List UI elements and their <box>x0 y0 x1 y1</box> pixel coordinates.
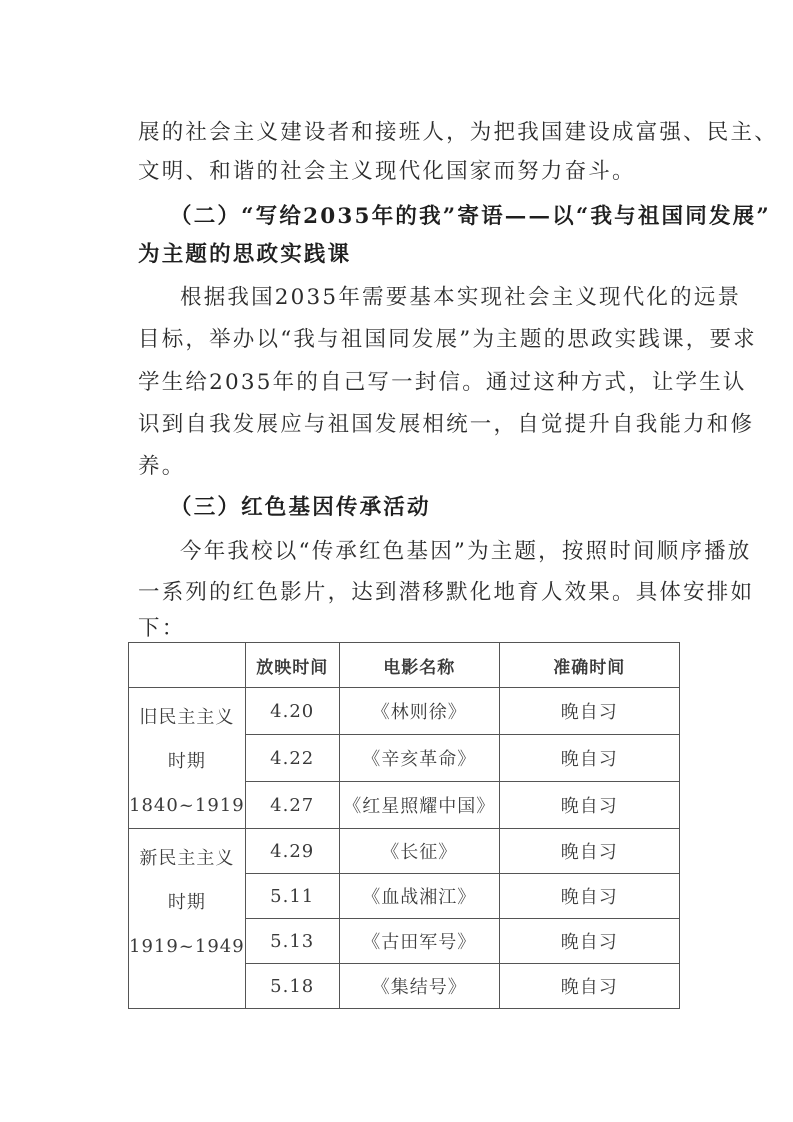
film-cell: 《集结号》 <box>339 964 499 1009</box>
paragraph-line: 一系列的红色影片，达到潜移默化地育人效果。具体安排如 <box>138 580 755 605</box>
time-cell: 晚自习 <box>499 735 679 782</box>
film-cell: 《长征》 <box>339 829 499 874</box>
paragraph-line: 下： <box>138 616 186 641</box>
paragraph-line: 今年我校以“传承红色基因”为主题，按照时间顺序播放 <box>180 539 752 564</box>
period-label: 时期 <box>167 892 206 913</box>
header-cell: 准确时间 <box>499 643 679 688</box>
film-cell: 《古田军号》 <box>339 919 499 964</box>
film-cell: 《血战湘江》 <box>339 874 499 919</box>
period-label: 时期 <box>167 751 206 772</box>
period-cell <box>129 829 246 1009</box>
time-cell: 晚自习 <box>499 782 679 829</box>
date-cell: 4.22 <box>245 735 339 782</box>
time-cell: 晚自习 <box>499 688 679 735</box>
date-cell: 4.20 <box>245 688 339 735</box>
table-header-row <box>129 643 680 688</box>
time-cell: 晚自习 <box>499 919 679 964</box>
paragraph-line: 文明、和谐的社会主义现代化国家而努力奋斗。 <box>138 159 636 184</box>
date-cell: 5.18 <box>245 964 339 1009</box>
paragraph-line: 学生给2035年的自己写一封信。通过这种方式，让学生认 <box>138 370 747 395</box>
time-cell: 晚自习 <box>499 829 679 874</box>
paragraph-line: 识到自我发展应与祖国发展相统一，自觉提升自我能力和修 <box>138 412 755 437</box>
header-cell <box>129 643 246 688</box>
film-cell: 《红星照耀中国》 <box>339 782 499 829</box>
paragraph-line: 根据我国2035年需要基本实现社会主义现代化的远景 <box>180 285 742 310</box>
film-schedule-table <box>128 642 680 1009</box>
film-cell: 《林则徐》 <box>339 688 499 735</box>
section-heading-2: （二）“写给2035年的我”寄语——以“我与祖国同发展” <box>170 204 771 229</box>
period-years: 1919~1949 <box>129 936 245 957</box>
section-heading-2-cont: 为主题的思政实践课 <box>138 242 352 267</box>
header-cell: 放映时间 <box>245 643 339 688</box>
date-cell: 5.13 <box>245 919 339 964</box>
period-cell <box>129 688 246 829</box>
header-cell: 电影名称 <box>339 643 499 688</box>
time-cell: 晚自习 <box>499 964 679 1009</box>
date-cell: 4.29 <box>245 829 339 874</box>
date-cell: 5.11 <box>245 874 339 919</box>
table-row <box>129 829 680 874</box>
time-cell: 晚自习 <box>499 874 679 919</box>
paragraph-line: 养。 <box>138 454 186 479</box>
period-name: 旧民主主义 <box>139 707 235 728</box>
film-cell: 《辛亥革命》 <box>339 735 499 782</box>
paragraph-line: 展的社会主义建设者和接班人，为把我国建设成富强、民主、 <box>138 120 778 145</box>
table-row <box>129 688 680 735</box>
paragraph-line: 目标，举办以“我与祖国同发展”为主题的思政实践课，要求 <box>138 327 757 352</box>
section-heading-3: （三）红色基因传承活动 <box>170 495 431 520</box>
date-cell: 4.27 <box>245 782 339 829</box>
period-years: 1840~1919 <box>129 795 245 816</box>
period-name: 新民主主义 <box>139 848 235 869</box>
